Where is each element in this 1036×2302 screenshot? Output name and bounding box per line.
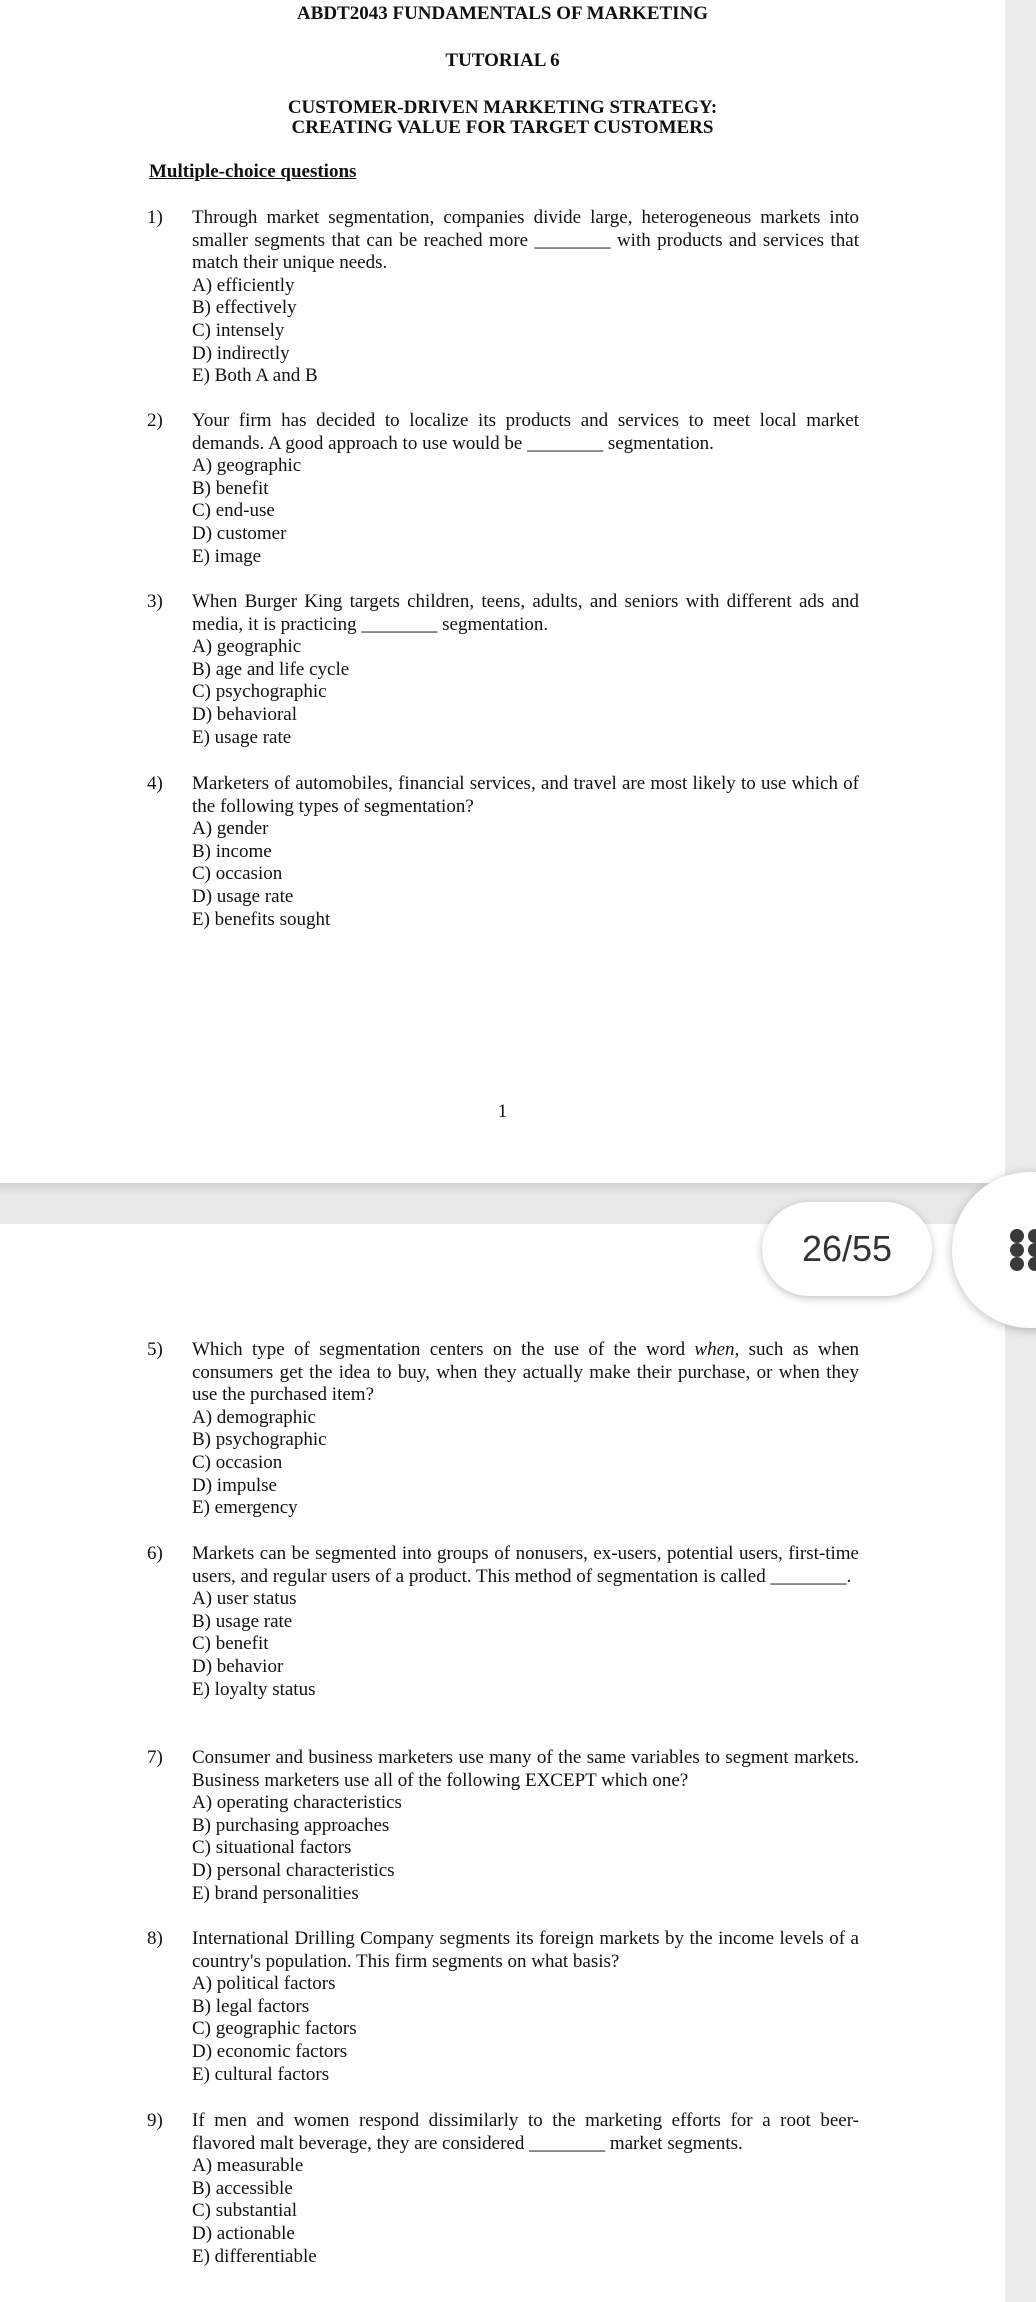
answer-option: A) efficiently — [192, 274, 295, 296]
answer-option: B) purchasing approaches — [192, 1814, 390, 1836]
answer-option: B) legal factors — [192, 1995, 310, 2017]
answer-option: C) occasion — [192, 1451, 283, 1473]
question-9 — [147, 2110, 859, 2268]
answer-option: D) personal characteristics — [192, 1859, 395, 1881]
question-number: 1) — [147, 207, 163, 228]
document-page-1 — [0, 0, 1005, 1183]
answer-option: B) psychographic — [192, 1429, 327, 1451]
answer-option: C) geographic factors — [192, 2018, 357, 2040]
course-title: ABDT2043 FUNDAMENTALS OF MARKETING — [296, 3, 709, 24]
question-stem: Markets can be segmented into groups of nonusers, ex-users, potential users, first-time users, and regular users of a product. This method of segmentation is called ________. — [192, 1543, 859, 1587]
answer-option: B) income — [192, 840, 272, 862]
question-stem: When Burger King targets children, teens, adults, and seniors with different ads and media, it is practicing ________ segmentation. — [192, 591, 859, 635]
question-number: 3) — [147, 591, 163, 612]
page-number: 1 — [497, 1101, 508, 1122]
answer-option: D) indirectly — [192, 342, 290, 364]
answer-option: E) emergency — [192, 1497, 298, 1519]
answer-option: C) benefit — [192, 1633, 269, 1655]
answer-option: A) operating characteristics — [192, 1792, 402, 1814]
question-stem: Marketers of automobiles, financial services, and travel are most likely to use which of the following types of segmentation? — [192, 773, 859, 817]
answer-option: A) gender — [192, 818, 269, 840]
question-5 — [147, 1339, 859, 1520]
question-stem: Through market segmentation, companies divide large, heterogeneous markets into smaller segments that can be reached more ________ with products and services that match their unique needs. — [192, 207, 859, 274]
question-stem: Which type of segmentation centers on the use of the word when, such as when consumers get the idea to buy, when they actually make their purchase, or when they use the purchased item? — [192, 1339, 860, 1406]
answer-option: D) usage rate — [192, 885, 294, 907]
question-6 — [147, 1543, 859, 1701]
answer-option: C) situational factors — [192, 1837, 352, 1859]
answer-option: E) benefits sought — [192, 908, 331, 930]
document-page-2 — [0, 1224, 1005, 2302]
question-8 — [147, 1928, 859, 2086]
answer-option: D) actionable — [192, 2222, 295, 2244]
page-indicator[interactable]: 26/55 — [762, 1202, 932, 1296]
answer-option: E) usage rate — [192, 726, 292, 748]
question-stem: If men and women respond dissimilarly to the marketing efforts for a root beer-flavored malt beverage, they are considered ________ market segments. — [192, 2110, 859, 2154]
question-3 — [147, 591, 859, 749]
answer-option: A) user status — [192, 1588, 297, 1610]
question-number: 6) — [147, 1543, 163, 1564]
answer-option: E) loyalty status — [192, 1678, 316, 1700]
question-number: 9) — [147, 2110, 163, 2131]
answer-option: B) effectively — [192, 297, 297, 319]
question-stem: International Drilling Company segments its foreign markets by the income levels of a country's population. This firm segments on what basis? — [192, 1928, 859, 1972]
question-1 — [147, 207, 859, 388]
answer-option: A) measurable — [192, 2155, 304, 2177]
question-2 — [147, 410, 859, 568]
answer-option: D) impulse — [192, 1474, 277, 1496]
answer-option: A) demographic — [192, 1406, 316, 1428]
answer-option: C) intensely — [192, 319, 285, 341]
answer-option: C) occasion — [192, 863, 283, 885]
answer-option: B) benefit — [192, 477, 269, 499]
answer-option: E) image — [192, 545, 262, 567]
answer-option: A) geographic — [192, 455, 302, 477]
section-title: Multiple-choice questions — [149, 161, 357, 182]
answer-option: C) substantial — [192, 2200, 298, 2222]
question-number: 7) — [147, 1747, 163, 1768]
chapter-title-line2: CREATING VALUE FOR TARGET CUSTOMERS — [291, 117, 714, 138]
answer-option: A) political factors — [192, 1973, 336, 1995]
answer-option: A) geographic — [192, 636, 302, 658]
viewer-scroll-track[interactable] — [1005, 0, 1036, 2302]
answer-option: E) cultural factors — [192, 2063, 330, 2085]
question-number: 8) — [147, 1928, 163, 1949]
answer-option: D) economic factors — [192, 2040, 348, 2062]
answer-option: D) behavioral — [192, 703, 297, 725]
answer-option: E) brand personalities — [192, 1882, 359, 1904]
answer-option: B) usage rate — [192, 1610, 293, 1632]
answer-option: C) end-use — [192, 500, 275, 522]
answer-option: D) customer — [192, 522, 287, 544]
page-gap — [0, 1183, 1005, 1195]
answer-option: D) behavior — [192, 1655, 284, 1677]
answer-option: B) age and life cycle — [192, 658, 350, 680]
tutorial-heading: TUTORIAL 6 — [445, 50, 560, 71]
question-number: 4) — [147, 773, 163, 794]
answer-option: E) Both A and B — [192, 365, 318, 387]
question-stem: Your firm has decided to localize its products and services to meet local market demands. A good approach to use would be ________ segmentation. — [192, 410, 859, 454]
answer-option: E) differentiable — [192, 2245, 317, 2267]
answer-option: C) psychographic — [192, 681, 327, 703]
question-7 — [147, 1747, 859, 1905]
answer-option: B) accessible — [192, 2177, 293, 2199]
question-number: 2) — [147, 410, 163, 431]
chapter-title-line1: CUSTOMER-DRIVEN MARKETING STRATEGY: — [287, 97, 718, 118]
question-stem: Consumer and business marketers use many of the same variables to segment markets. Business marketers use all of the following EXCEPT which one? — [192, 1747, 859, 1791]
question-4 — [147, 773, 859, 931]
question-number: 5) — [147, 1339, 163, 1360]
